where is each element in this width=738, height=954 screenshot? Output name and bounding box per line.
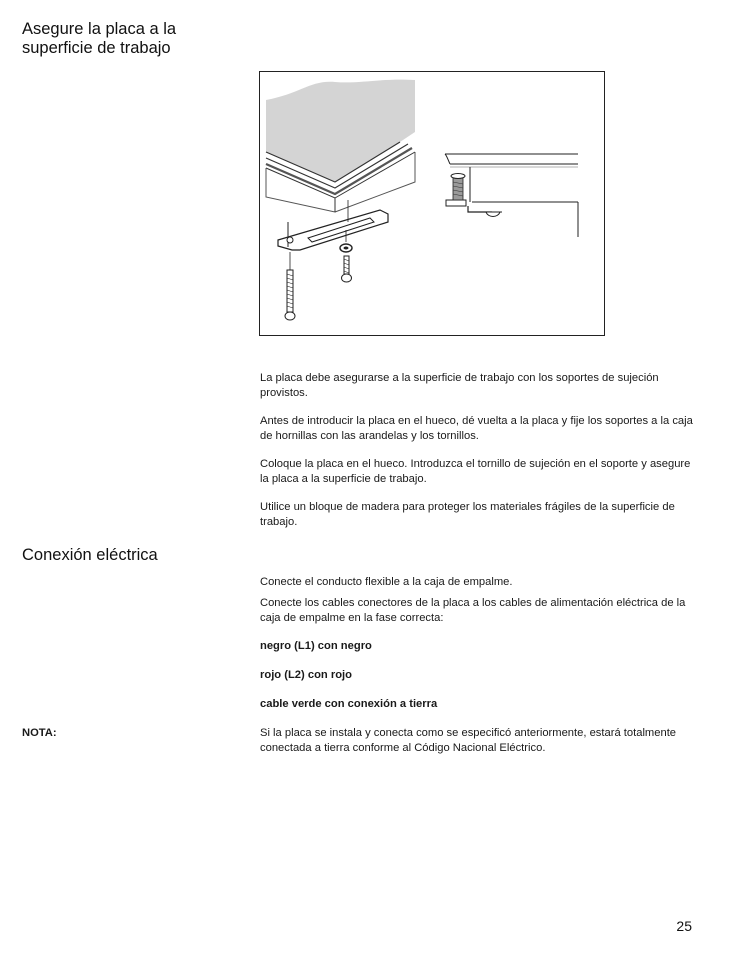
paragraph-wood-block: Utilice un bloque de madera para proteger los materiales frágiles de la superficie de trabajo. xyxy=(260,501,675,528)
cross-section-detail xyxy=(445,154,578,237)
paragraph-secure-requirement: La placa debe asegurarse a la superficie de trabajo con los soportes de sujeción provistos. xyxy=(260,372,659,399)
paragraph-connect-wires: Conecte los cables conectores de la placa a los cables de alimentación eléctrica de la caja de empalme en la fase correcta: xyxy=(260,597,686,624)
mounting-bracket xyxy=(278,200,388,250)
note-text: Si la placa se instala y conecta como se especificó anteriormente, estará totalmente conectada a tierra conforme al Código Nacional Eléctrico. xyxy=(260,727,677,754)
countertop-drawing xyxy=(266,80,415,212)
page-number: 25 xyxy=(676,918,692,934)
installation-figure xyxy=(259,71,605,336)
section-title-electrical-connection: Conexión eléctrica xyxy=(22,546,158,564)
wiring-item-black: negro (L1) con negro xyxy=(260,640,372,652)
paragraph-attach-brackets: Antes de introducir la placa en el hueco, dé vuelta a la placa y fije los soportes a la caja de hornillas con las arandelas y los tornillos. xyxy=(260,415,693,442)
long-screw xyxy=(285,252,295,320)
wiring-item-red: rojo (L2) con rojo xyxy=(260,669,352,681)
note-label: NOTA: xyxy=(22,727,57,739)
wiring-item-ground: cable verde con conexión a tierra xyxy=(260,698,438,710)
paragraph-place-cooktop: Coloque la placa en el hueco. Introduzca el tornillo de sujeción en el soporte y asegure la placa a la superficie de trabajo. xyxy=(260,458,691,485)
bracket-installation-illustration xyxy=(260,72,606,337)
washer-and-screw xyxy=(340,230,352,282)
paragraph-connect-conduit: Conecte el conducto flexible a la caja de empalme. xyxy=(260,576,513,588)
section-title-secure-cooktop: Asegure la placa a la superficie de trabajo xyxy=(22,20,177,57)
